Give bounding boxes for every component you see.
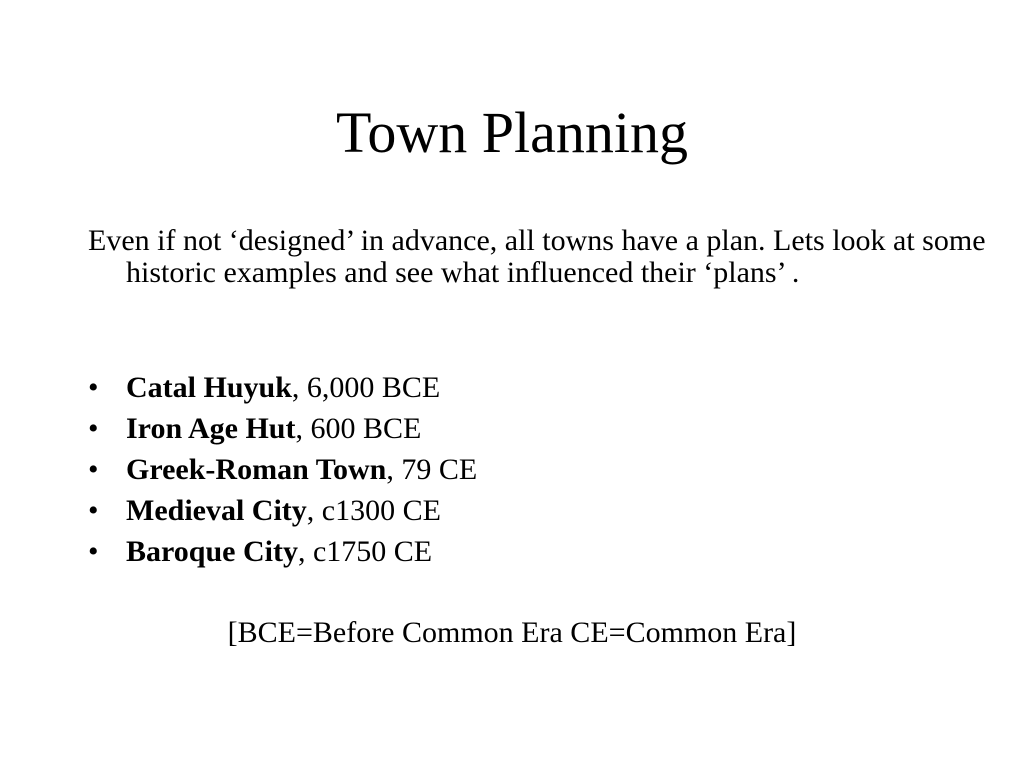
era-footnote: [BCE=Before Common Era CE=Common Era] xyxy=(227,616,797,649)
bullet-icon: • xyxy=(88,412,99,445)
slide-title: Town Planning xyxy=(336,100,688,165)
list-item xyxy=(88,534,477,575)
bullet-icon: • xyxy=(88,494,99,527)
example-date: , c1300 CE xyxy=(306,494,441,527)
example-date: , c1750 CE xyxy=(297,535,433,568)
bullet-icon: • xyxy=(88,371,99,404)
example-name: Iron Age Hut xyxy=(126,412,296,445)
bullet-icon: • xyxy=(88,535,99,568)
bullet-icon: • xyxy=(88,453,99,486)
list-item xyxy=(88,493,477,534)
list-item xyxy=(88,452,477,493)
example-name: Baroque City xyxy=(126,535,298,568)
example-name: Medieval City xyxy=(126,494,307,527)
example-date: , 6,000 BCE xyxy=(291,371,441,404)
example-date: , 79 CE xyxy=(386,453,478,486)
list-item xyxy=(88,411,477,452)
example-name: Catal Huyuk xyxy=(126,371,292,404)
example-date: , 600 BCE xyxy=(295,412,422,445)
intro-paragraph: Even if not ‘designed’ in advance, all towns have a plan. Lets look at some historic examples and see what influenced their ‘plans’ . xyxy=(88,224,986,289)
examples-list xyxy=(88,370,477,575)
list-item xyxy=(88,370,477,411)
example-name: Greek-Roman Town xyxy=(126,453,387,486)
